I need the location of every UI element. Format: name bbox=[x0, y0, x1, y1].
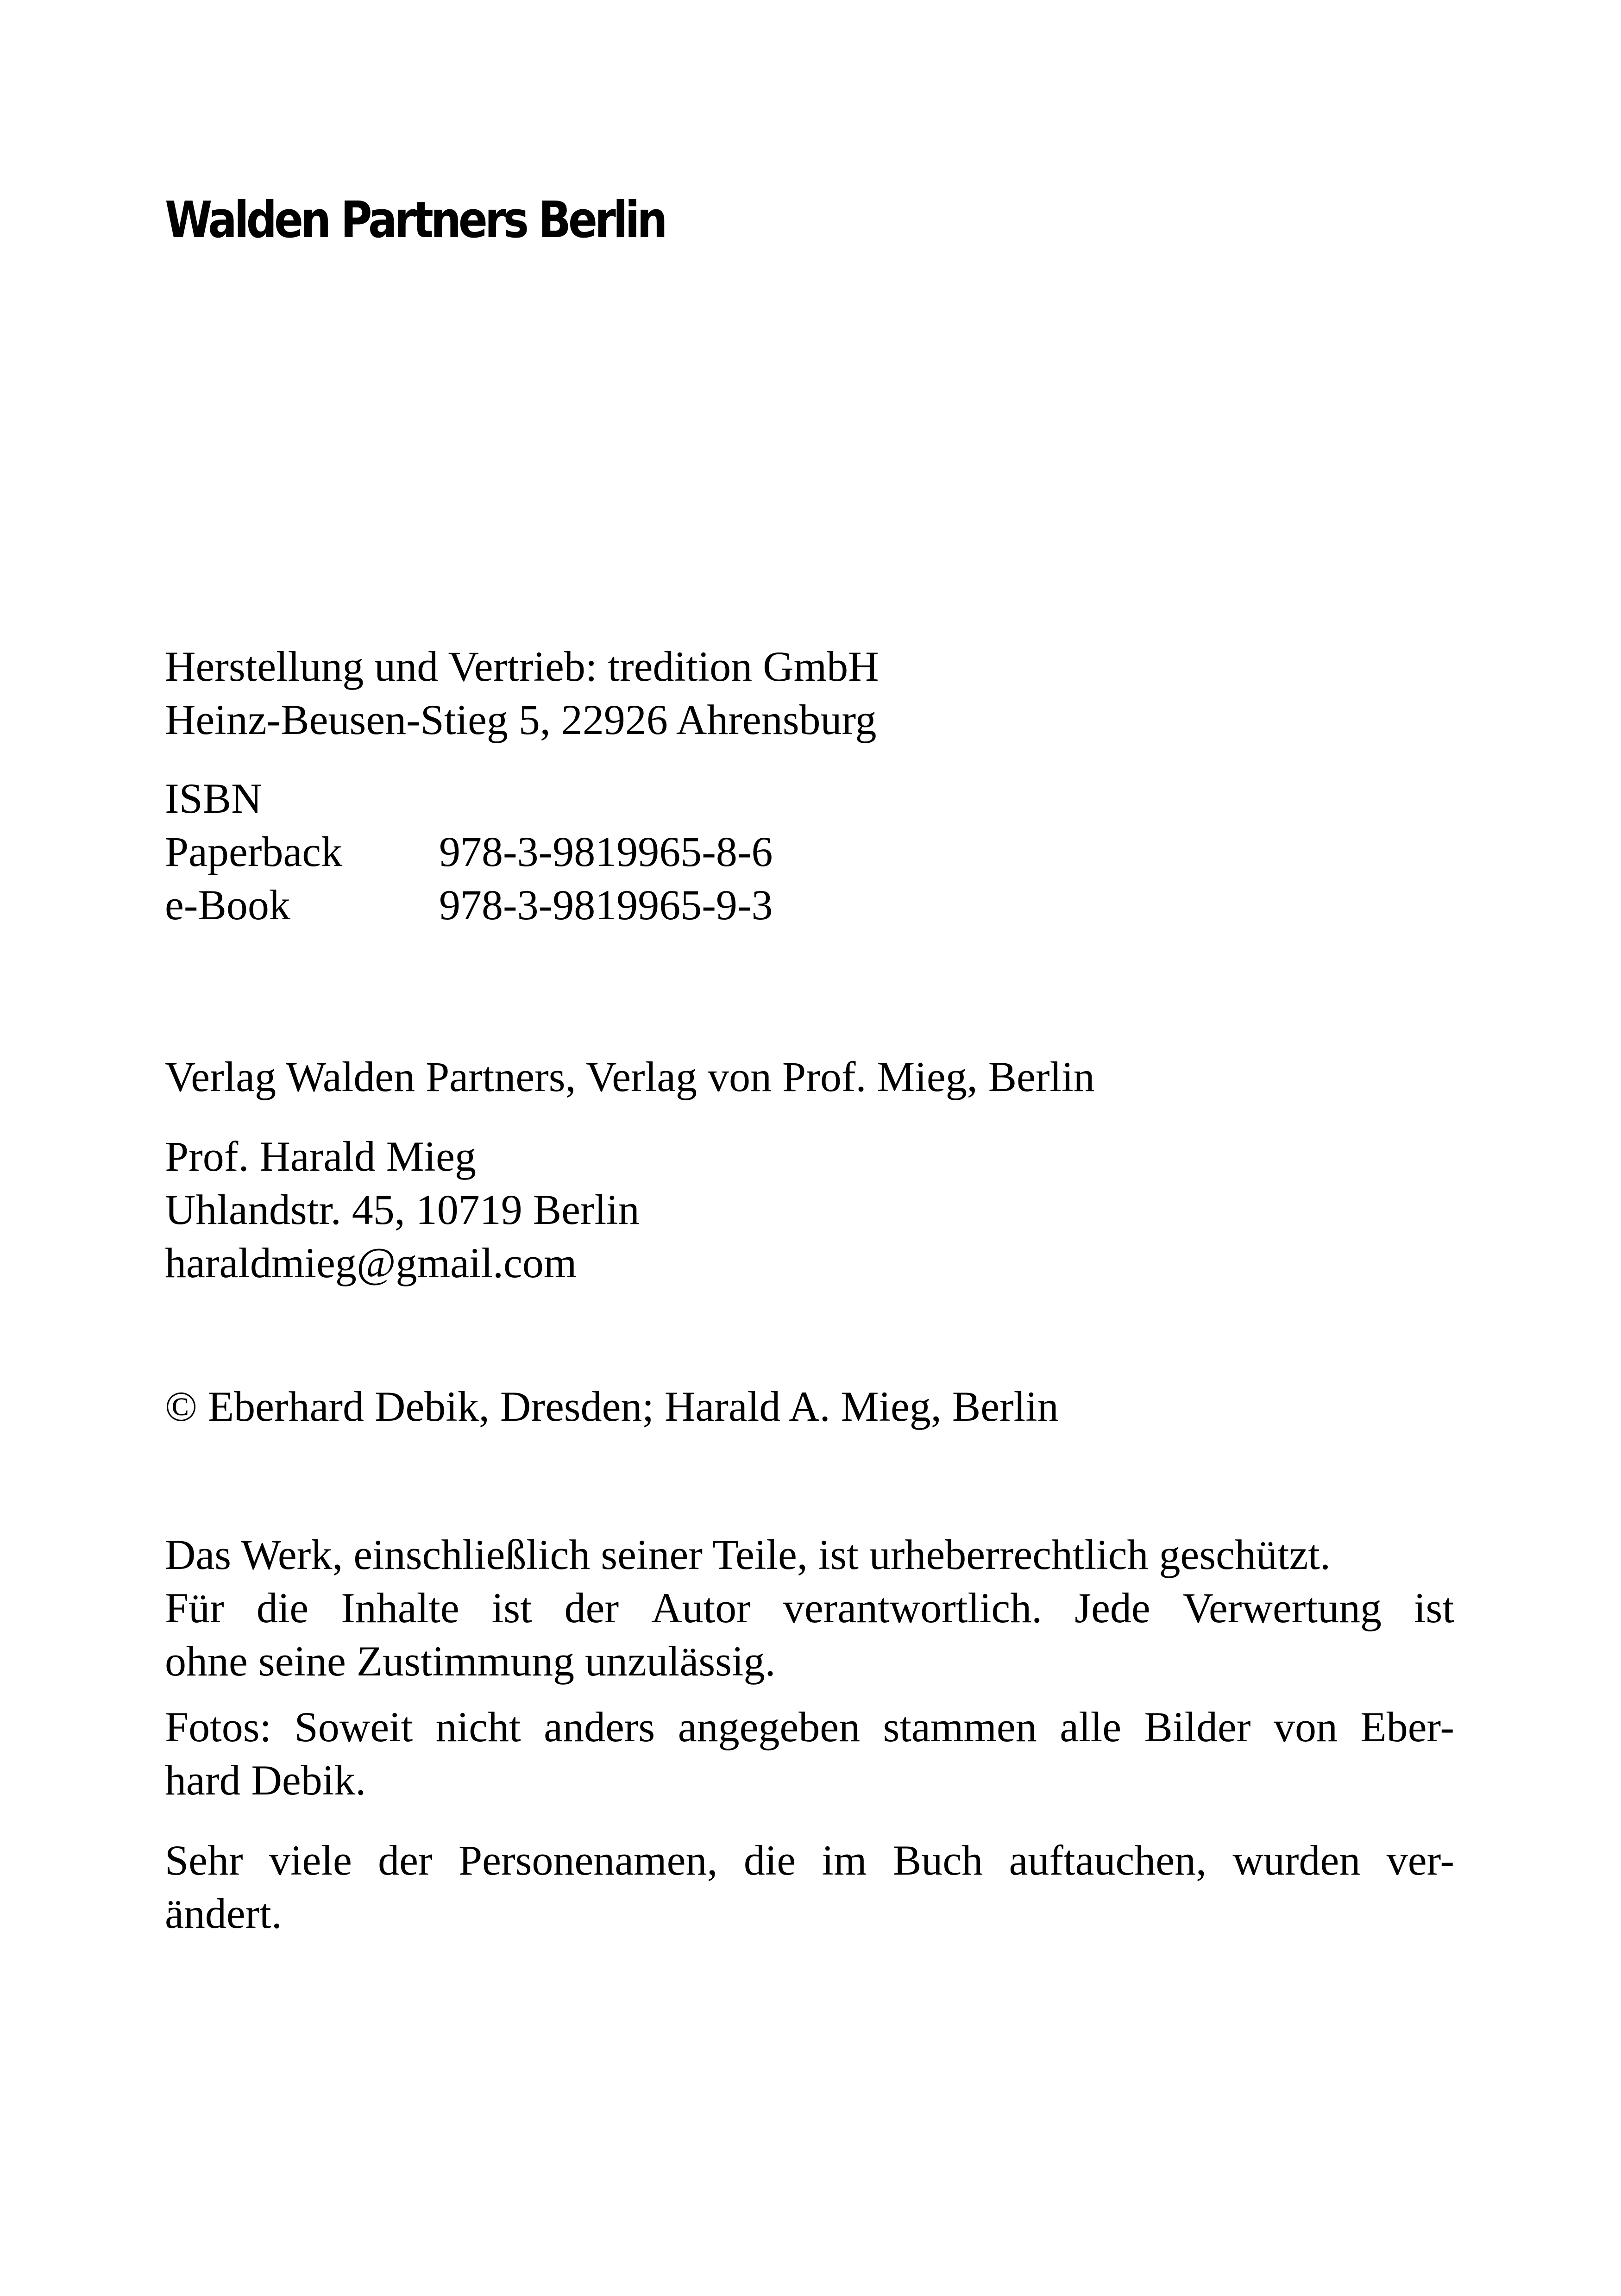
word: die bbox=[256, 1584, 309, 1631]
legal-line: ändert. bbox=[165, 1890, 282, 1937]
word: Fotos: bbox=[165, 1703, 272, 1750]
word: auftauchen, bbox=[1009, 1837, 1207, 1884]
isbn-block bbox=[165, 772, 773, 932]
word: Für bbox=[165, 1584, 224, 1631]
isbn-heading: ISBN bbox=[165, 775, 262, 822]
word: Sehr bbox=[165, 1837, 243, 1884]
word: Jede bbox=[1074, 1584, 1150, 1631]
isbn-label: e-Book bbox=[165, 881, 290, 928]
word: nicht bbox=[435, 1703, 521, 1750]
word: stammen bbox=[883, 1703, 1037, 1750]
word: anders bbox=[544, 1703, 655, 1750]
word: der bbox=[564, 1584, 619, 1631]
legal-paragraph-rights bbox=[165, 1528, 1454, 1688]
word: ist bbox=[491, 1584, 532, 1631]
legal-line-justified bbox=[165, 1581, 1454, 1635]
word: viele bbox=[269, 1837, 352, 1884]
publisher-line: Verlag Walden Partners, Verlag von Prof. Mieg, Berlin bbox=[165, 1053, 1095, 1100]
word: von bbox=[1274, 1703, 1338, 1750]
word: die bbox=[743, 1837, 796, 1884]
legal-line-justified bbox=[165, 1834, 1454, 1887]
word: alle bbox=[1060, 1703, 1122, 1750]
legal-paragraph-photos bbox=[165, 1700, 1454, 1807]
production-line: Herstellung und Vertrieb: tredition GmbH bbox=[165, 643, 879, 690]
legal-line: ohne seine Zustimmung unzulässig. bbox=[165, 1637, 776, 1685]
production-address: Heinz-Beusen-Stieg 5, 22926 Ahrensburg bbox=[165, 696, 877, 743]
word: wurden bbox=[1232, 1837, 1361, 1884]
publisher-logo: Walden Partners Berlin bbox=[165, 191, 665, 249]
legal-line: hard Debik. bbox=[165, 1757, 366, 1804]
copyright-notice: © Eberhard Debik, Dresden; Harald A. Mieg, Berlin bbox=[165, 1383, 1059, 1430]
word: angegeben bbox=[678, 1703, 861, 1750]
word: Autor bbox=[651, 1584, 751, 1631]
isbn-value: 978-3-9819965-8-6 bbox=[439, 828, 773, 875]
legal-line-justified bbox=[165, 1700, 1454, 1754]
word: Eber- bbox=[1360, 1703, 1454, 1750]
publisher-email: haraldmieg@gmail.com bbox=[165, 1239, 577, 1286]
word: Inhalte bbox=[341, 1584, 459, 1631]
word: ist bbox=[1414, 1584, 1454, 1631]
word: der bbox=[378, 1837, 433, 1884]
word: Bilder bbox=[1144, 1703, 1251, 1750]
production-info bbox=[165, 640, 879, 747]
publisher-address: Uhlandstr. 45, 10719 Berlin bbox=[165, 1186, 640, 1233]
word: verantwortlich. bbox=[783, 1584, 1043, 1631]
word: Personenamen, bbox=[458, 1837, 718, 1884]
publisher-name: Prof. Harald Mieg bbox=[165, 1133, 476, 1180]
isbn-row-paperback bbox=[165, 825, 773, 878]
legal-paragraph-names bbox=[165, 1834, 1454, 1940]
word: Verwertung bbox=[1182, 1584, 1382, 1631]
isbn-value: 978-3-9819965-9-3 bbox=[439, 881, 773, 928]
isbn-row-ebook bbox=[165, 878, 773, 932]
word: im bbox=[822, 1837, 867, 1884]
isbn-label: Paperback bbox=[165, 828, 343, 875]
publisher-contact bbox=[165, 1130, 640, 1290]
word: ver- bbox=[1386, 1837, 1454, 1884]
word: Soweit bbox=[294, 1703, 413, 1750]
legal-line: Das Werk, einschließlich seiner Teile, ist urheberrechtlich geschützt. bbox=[165, 1531, 1331, 1578]
word: Buch bbox=[893, 1837, 983, 1884]
